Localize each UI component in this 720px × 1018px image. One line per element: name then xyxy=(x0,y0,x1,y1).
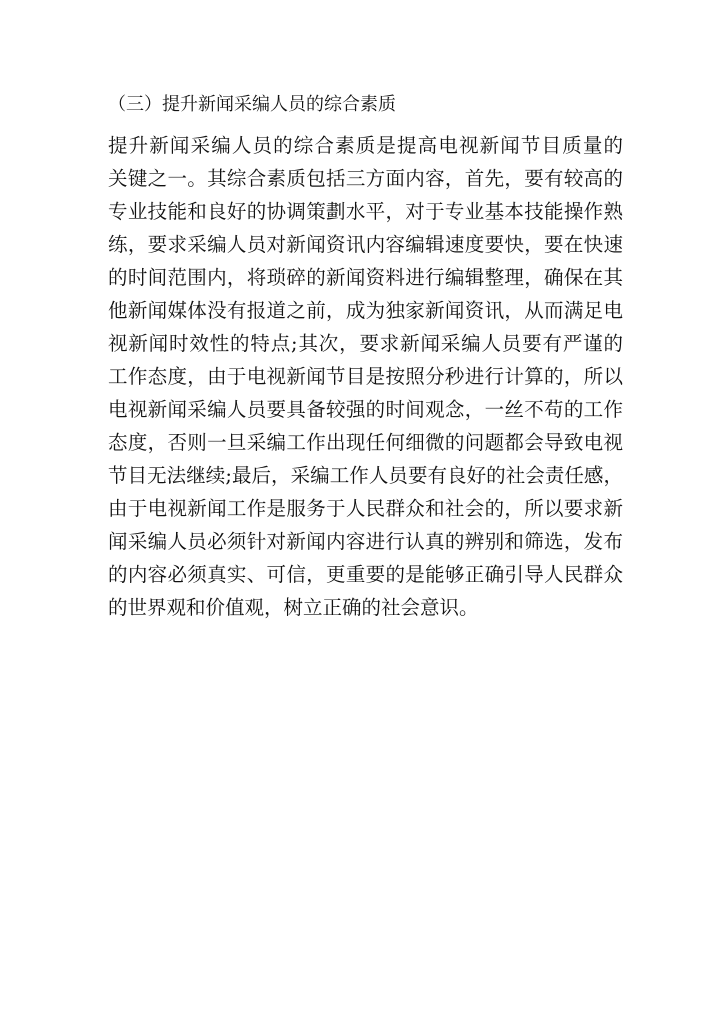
paragraph-line: 电视新闻采编人员要具备较强的时间观念，一丝不苟的工作 xyxy=(108,398,623,421)
paragraph-line: 视新闻时效性的特点;其次，要求新闻采编人员要有严谨的 xyxy=(108,332,623,355)
paragraph-line: 练，要求采编人员对新闻资讯内容编辑速度要快，要在快速 xyxy=(108,233,623,256)
paragraph-line: 节目无法继续;最后，采编工作人员要有良好的社会责任感， xyxy=(108,464,623,487)
paragraph-line: 工作态度，由于电视新闻节目是按照分秒进行计算的，所以 xyxy=(108,365,623,388)
paragraph-line: 的内容必须真实、可信，更重要的是能够正确引导人民群众 xyxy=(108,563,623,586)
section-paragraph xyxy=(108,129,623,624)
paragraph-line: 他新闻媒体没有报道之前，成为独家新闻资讯，从而满足电 xyxy=(108,299,623,322)
paragraph-line: 由于电视新闻工作是服务于人民群众和社会的，所以要求新 xyxy=(108,497,623,520)
paragraph-line: 闻采编人员必须针对新闻内容进行认真的辨别和筛选，发布 xyxy=(108,530,623,553)
paragraph-line: 提升新闻采编人员的综合素质是提高电视新闻节目质量的 xyxy=(108,134,623,157)
paragraph-line: 专业技能和良好的协调策劃水平，对于专业基本技能操作熟 xyxy=(108,200,623,223)
paragraph-line: 的世界观和价值观，树立正确的社会意识。 xyxy=(108,596,479,619)
paragraph-line: 关键之一。其综合素质包括三方面内容，首先，要有较高的 xyxy=(108,167,623,190)
section-heading: （三）提升新闻采编人员的综合素质 xyxy=(108,94,396,115)
paragraph-line: 态度，否则一旦采编工作出现任何细微的问题都会导致电视 xyxy=(108,431,623,454)
paragraph-line: 的时间范围内，将琐碎的新闻资料进行编辑整理，确保在其 xyxy=(108,266,623,289)
